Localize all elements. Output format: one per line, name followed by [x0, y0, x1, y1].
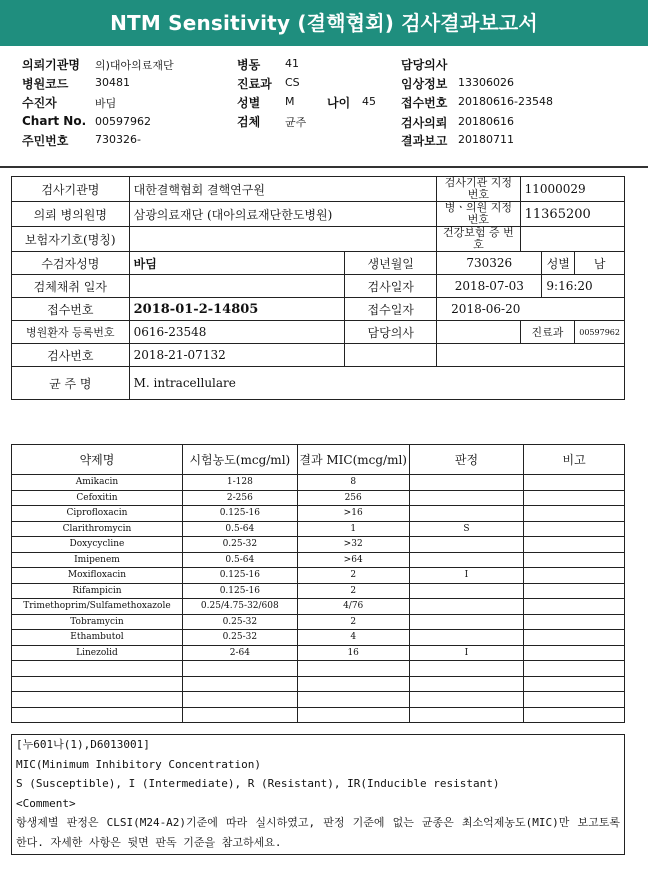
dept-cell-label: 진료과	[520, 321, 575, 344]
age-label: 나이	[327, 96, 351, 110]
cell-mic: 16	[297, 645, 409, 661]
table-row	[12, 537, 625, 553]
results-table	[11, 444, 625, 723]
table-row	[12, 568, 625, 584]
cell-drug: Imipenem	[12, 552, 183, 568]
chart-no-label: Chart No.	[22, 114, 87, 128]
sex-label: 성별	[237, 96, 261, 110]
cell-remark	[524, 661, 625, 677]
cell-remark	[524, 521, 625, 537]
report-date-label: 결과보고	[401, 134, 448, 148]
cell-concentration: 1-128	[182, 475, 297, 491]
cell-mic: 2	[297, 614, 409, 630]
header-remark: 비고	[524, 445, 625, 475]
cell-mic: 8	[297, 475, 409, 491]
req-code-value: 11365200	[520, 202, 624, 227]
birth-value: 730326	[437, 252, 542, 275]
cell-drug: Trimethoprim/Sulfamethoxazole	[12, 599, 183, 615]
cell-mic	[297, 707, 409, 723]
table-row	[12, 707, 625, 723]
cell-interpretation	[409, 707, 524, 723]
cell-interpretation	[409, 537, 524, 553]
cell-drug: Ciprofloxacin	[12, 506, 183, 522]
patient-name-value: 바딤	[129, 252, 345, 275]
cell-remark	[524, 630, 625, 646]
cell-drug: Clarithromycin	[12, 521, 183, 537]
cell-drug	[12, 676, 183, 692]
cell-concentration: 2-64	[182, 645, 297, 661]
lab-name-label: 검사기관명	[12, 177, 130, 202]
cell-mic: >64	[297, 552, 409, 568]
table-row	[12, 614, 625, 630]
cell-drug: Doxycycline	[12, 537, 183, 553]
patient-label: 수진자	[22, 96, 57, 110]
cell-concentration: 2-256	[182, 490, 297, 506]
header-mic: 결과 MIC(mcg/ml)	[297, 445, 409, 475]
cell-concentration: 0.125-16	[182, 583, 297, 599]
test-no-value: 2018-21-07132	[129, 344, 345, 367]
cell-concentration	[182, 707, 297, 723]
doctor-cell-label: 담당의사	[345, 321, 437, 344]
header-concentration: 시험농도(mcg/ml)	[182, 445, 297, 475]
cell-drug: Moxifloxacin	[12, 568, 183, 584]
insured-value	[129, 227, 437, 252]
cell-concentration: 0.125-16	[182, 568, 297, 584]
cell-interpretation	[409, 490, 524, 506]
notes-comment: 항생제별 판정은 CLSI(M24-A2)기준에 따라 실시하였고, 판정 기준에 없는 균종은 최소억제농도(MIC)만 보고토록 한다. 자세한 사항은 뒷면 판독 기준을 참고하세요.	[16, 816, 620, 849]
doctor-label: 담당의사	[401, 58, 448, 72]
birth-label: 생년월일	[345, 252, 437, 275]
report-title: NTM Sensitivity (결핵협회) 검사결과보고서	[0, 0, 648, 46]
cell-drug: Cefoxitin	[12, 490, 183, 506]
table-row	[12, 599, 625, 615]
clinical-label: 임상정보	[401, 77, 448, 91]
cell-remark	[524, 568, 625, 584]
organism-label: 균 주 명	[12, 367, 130, 400]
req-hospital-value: 삼광의료재단 (대아의료재단한도병원)	[129, 202, 437, 227]
institution-value: 의)대아의료재단	[95, 59, 174, 72]
health-cert-value	[520, 227, 624, 252]
test-time-value: 9:16:20	[542, 275, 625, 298]
notes-comment-label: <Comment>	[16, 796, 76, 810]
header-divider	[0, 166, 648, 168]
dept-label: 진료과	[237, 77, 272, 91]
table-row	[12, 630, 625, 646]
ward-label: 병동	[237, 58, 261, 72]
receipt-date-label: 접수일자	[345, 298, 437, 321]
cell-drug: Ethambutol	[12, 630, 183, 646]
cell-drug	[12, 692, 183, 708]
header-interpretation: 판정	[409, 445, 524, 475]
hospital-code-label: 병원코드	[22, 77, 69, 91]
resident-no-label: 주민번호	[22, 134, 69, 148]
ward-value: 41	[285, 57, 299, 70]
notes-code: [누601나(1),D6013001]	[16, 738, 150, 751]
cell-concentration	[182, 692, 297, 708]
cell-remark	[524, 583, 625, 599]
empty-cell-a	[345, 344, 437, 367]
cell-concentration: 0.25-32	[182, 614, 297, 630]
table-row	[12, 692, 625, 708]
cell-concentration	[182, 676, 297, 692]
results-header-row	[12, 445, 625, 475]
cell-mic: 4	[297, 630, 409, 646]
table-row	[12, 583, 625, 599]
cell-drug: Rifampicin	[12, 583, 183, 599]
age-value: 45	[362, 95, 376, 108]
notes-legend: S (Susceptible), I (Intermediate), R (Resistant), IR(Inducible resistant)	[16, 777, 500, 790]
insured-label: 보험자기호(명칭)	[12, 227, 130, 252]
cell-interpretation	[409, 583, 524, 599]
patient-value: 바딤	[95, 97, 117, 110]
collect-value	[129, 275, 345, 298]
cell-mic	[297, 661, 409, 677]
report-date-value: 20180711	[458, 133, 514, 146]
health-cert-label: 건강보험 증 번 호	[437, 227, 520, 252]
cell-remark	[524, 599, 625, 615]
lab-name-value: 대한결핵협회 결핵연구원	[129, 177, 437, 202]
cell-remark	[524, 692, 625, 708]
cell-interpretation	[409, 475, 524, 491]
table-row	[12, 490, 625, 506]
cell-remark	[524, 490, 625, 506]
cell-concentration: 0.25/4.75-32/608	[182, 599, 297, 615]
cell-interpretation	[409, 676, 524, 692]
cell-mic: >32	[297, 537, 409, 553]
cell-mic: 4/76	[297, 599, 409, 615]
cell-remark	[524, 552, 625, 568]
cell-interpretation: I	[409, 645, 524, 661]
cell-mic: >16	[297, 506, 409, 522]
cell-mic: 2	[297, 568, 409, 584]
lab-code-label: 검사기관 지정번호	[437, 177, 520, 202]
notes-box	[11, 734, 625, 855]
info-table	[11, 176, 625, 400]
cell-mic: 1	[297, 521, 409, 537]
cell-interpretation	[409, 630, 524, 646]
cell-interpretation: I	[409, 568, 524, 584]
dept-cell-value: 00597962	[575, 321, 625, 344]
table-row	[12, 552, 625, 568]
cell-drug	[12, 661, 183, 677]
table-row	[12, 506, 625, 522]
request-label: 검사의뢰	[401, 116, 448, 130]
table-row	[12, 645, 625, 661]
test-date-label: 검사일자	[345, 275, 437, 298]
test-date-value: 2018-07-03	[437, 275, 542, 298]
cell-remark	[524, 645, 625, 661]
cell-remark	[524, 614, 625, 630]
cell-interpretation	[409, 552, 524, 568]
empty-cell-b	[437, 344, 625, 367]
receipt-label: 접수번호	[401, 96, 448, 110]
hospital-code-value: 30481	[95, 76, 130, 89]
cell-interpretation	[409, 661, 524, 677]
cell-mic	[297, 676, 409, 692]
cell-drug: Linezolid	[12, 645, 183, 661]
specimen-label: 검체	[237, 115, 261, 129]
cell-remark	[524, 475, 625, 491]
report-header	[0, 50, 648, 155]
sex-value-cell: 남	[575, 252, 625, 275]
cell-concentration	[182, 661, 297, 677]
header-drug: 약제명	[12, 445, 183, 475]
cell-interpretation: S	[409, 521, 524, 537]
cell-interpretation	[409, 599, 524, 615]
institution-label: 의뢰기관명	[22, 58, 80, 72]
resident-no-value: 730326-	[95, 133, 141, 146]
doctor-cell-value	[437, 321, 520, 344]
cell-concentration: 0.125-16	[182, 506, 297, 522]
request-value: 20180616	[458, 115, 514, 128]
receipt-date-value: 2018-06-20	[437, 298, 625, 321]
table-row	[12, 521, 625, 537]
cell-concentration: 0.5-64	[182, 552, 297, 568]
table-row	[12, 475, 625, 491]
cell-mic	[297, 692, 409, 708]
test-no-label: 검사번호	[12, 344, 130, 367]
cell-remark	[524, 676, 625, 692]
cell-drug: Amikacin	[12, 475, 183, 491]
cell-interpretation	[409, 692, 524, 708]
lab-code-value: 11000029	[520, 177, 624, 202]
cell-remark	[524, 537, 625, 553]
cell-interpretation	[409, 506, 524, 522]
table-row	[12, 661, 625, 677]
req-hospital-label: 의뢰 병의원명	[12, 202, 130, 227]
chart-no-value: 00597962	[95, 115, 151, 128]
sex-value: M	[285, 95, 295, 108]
cell-concentration: 0.5-64	[182, 521, 297, 537]
clinical-value: 13306026	[458, 76, 514, 89]
dept-value: CS	[285, 76, 300, 89]
receipt-no-value: 2018-01-2-14805	[129, 298, 345, 321]
collect-label: 검체채취 일자	[12, 275, 130, 298]
cell-drug	[12, 707, 183, 723]
cell-mic: 2	[297, 583, 409, 599]
sex-label-cell: 성별	[542, 252, 575, 275]
cell-interpretation	[409, 614, 524, 630]
receipt-value: 20180616-23548	[458, 95, 553, 108]
specimen-value: 균주	[285, 116, 307, 129]
patient-name-label: 수검자성명	[12, 252, 130, 275]
hosp-reg-value: 0616-23548	[129, 321, 345, 344]
cell-concentration: 0.25-32	[182, 537, 297, 553]
notes-mic: MIC(Minimum Inhibitory Concentration)	[16, 757, 262, 771]
receipt-no-label: 접수번호	[12, 298, 130, 321]
req-code-label: 병ㆍ의원 지정번호	[437, 202, 520, 227]
cell-remark	[524, 707, 625, 723]
cell-concentration: 0.25-32	[182, 630, 297, 646]
hosp-reg-label: 병원환자 등록번호	[12, 321, 130, 344]
organism-value: M. intracellulare	[129, 367, 624, 400]
cell-mic: 256	[297, 490, 409, 506]
cell-drug: Tobramycin	[12, 614, 183, 630]
table-row	[12, 676, 625, 692]
cell-remark	[524, 506, 625, 522]
